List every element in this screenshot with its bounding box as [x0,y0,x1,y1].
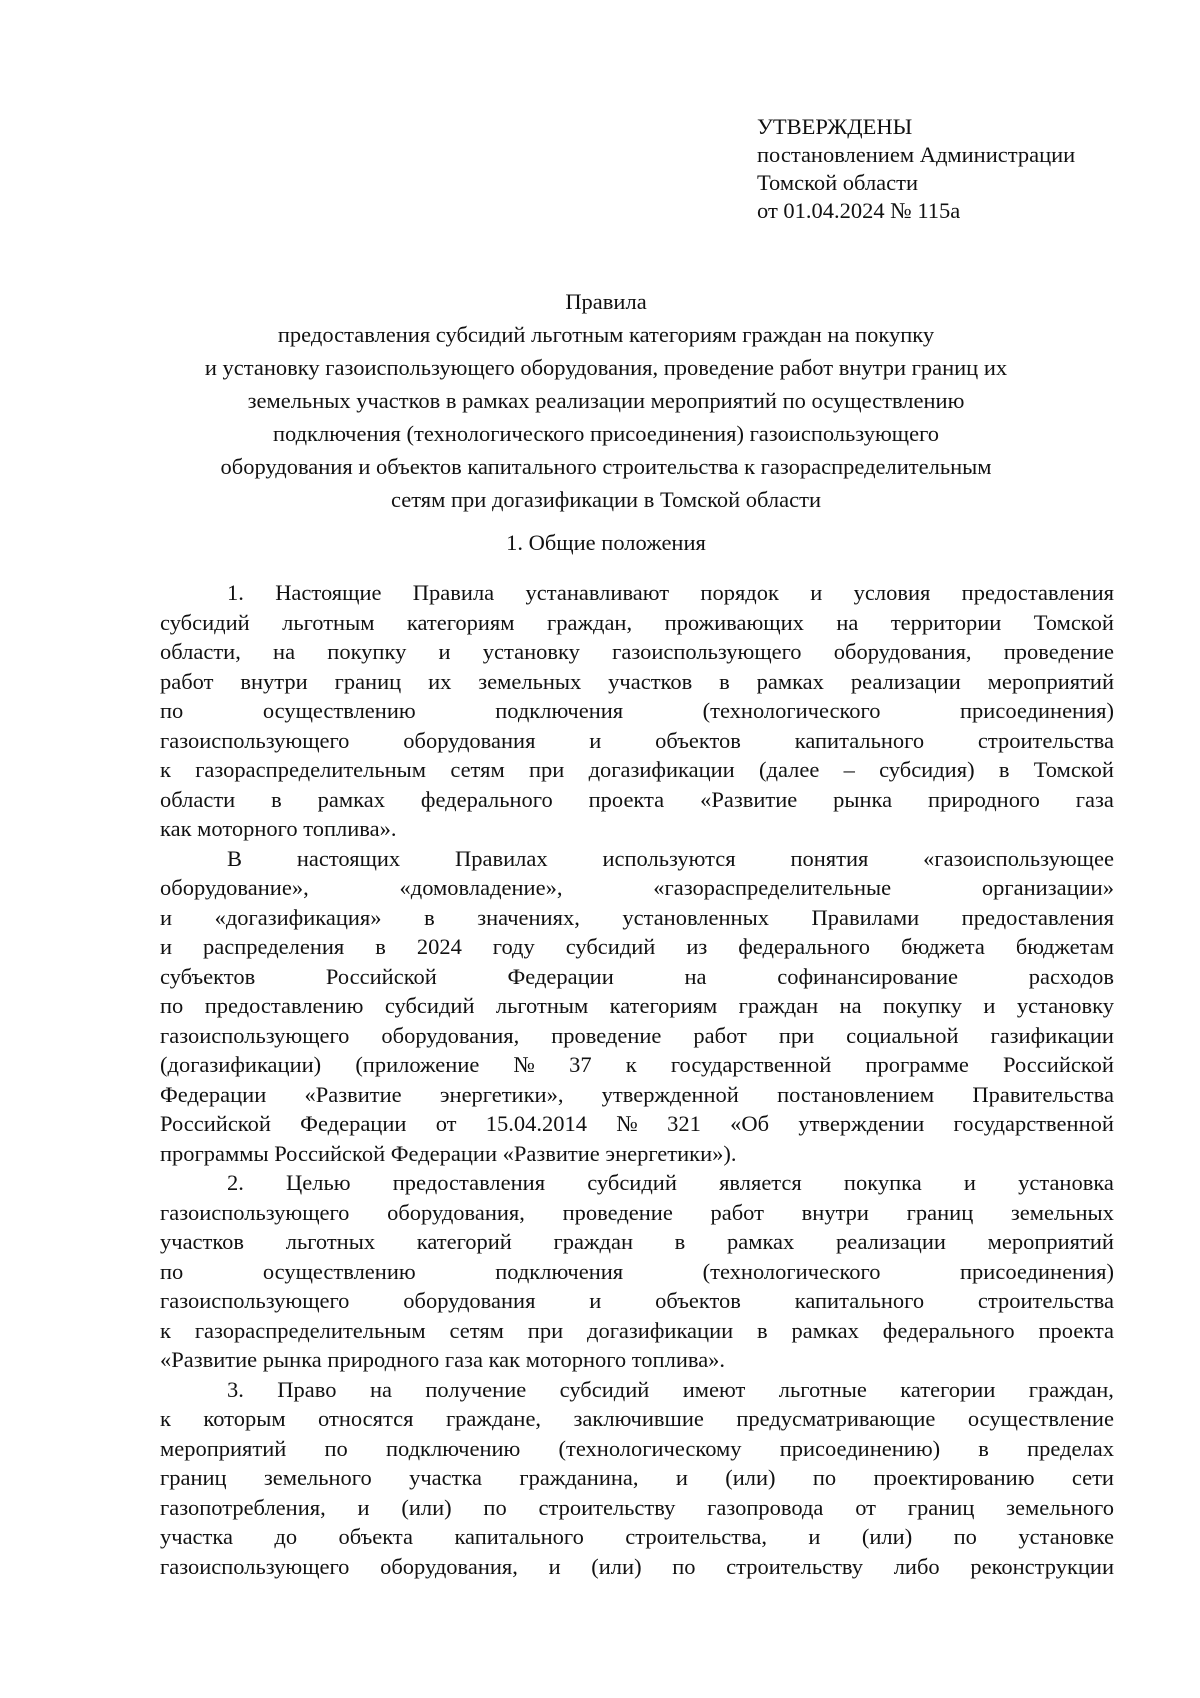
body-word: присоединения) [960,698,1114,723]
body-word: гражданина, [519,1465,639,1490]
body-word: Российской [160,1111,271,1136]
body-line [160,1316,1114,1346]
body-word: границ [906,1199,974,1225]
approval-stamp [757,113,1075,225]
title-line: и установку газоиспользующего оборудования, проведение работ внутри границ их [204,355,1008,380]
body-word: организации» [981,875,1114,900]
body-word: работ [710,1199,764,1225]
body-word: Федерации [300,1111,407,1136]
body-word: Российской [1003,1052,1114,1077]
body-word: бюджета [901,934,985,959]
body-word: установку [482,639,580,664]
body-word: проживающих [664,609,804,635]
body-word: сетям [449,1317,504,1343]
title-line: подключения (технологического присоединения) газоиспользующего [272,421,940,446]
body-word: мероприятий [987,1229,1114,1254]
body-word: в [424,904,435,930]
body-word: мероприятий [987,668,1114,694]
body-line [160,991,1114,1021]
body-line [160,1080,1114,1110]
body-word: граждан [553,1229,633,1254]
body-word: государственной [670,1052,832,1077]
body-word: на [839,993,862,1018]
body-word: энергетики», [439,1081,564,1107]
body-word: работ [693,1022,747,1048]
body-word: и [963,1170,976,1195]
body-word: № [616,1111,638,1136]
body-word: к [160,1406,171,1431]
approval-title: УТВЕРЖДЕНЫ [757,114,913,139]
body-line [160,1050,1114,1080]
body-line [160,667,1114,697]
body-word: Федерации [507,963,614,989]
body-word: государственной [953,1111,1114,1136]
body-word: В [227,845,243,871]
body-word: к [625,1052,637,1077]
body-word: покупку [882,993,963,1018]
body-word: газопровода [707,1494,824,1520]
body-word: осуществлению [262,698,416,723]
body-word: софинансирование [777,963,959,989]
body-word: до [274,1524,298,1549]
body-word: категорий [416,1229,512,1254]
body-word: порядок [700,580,779,605]
body-word: газоиспользующего [160,1022,350,1048]
body-word: строительству [538,1494,676,1520]
body-word: проведение [1003,639,1114,664]
body-word: утвержденной [601,1081,739,1107]
body-word: Правилами [811,904,920,930]
body-line [160,1139,1114,1169]
body-word: из [686,934,708,959]
body-word: в [757,1317,768,1343]
body-word: (или) [401,1494,452,1520]
body-word: при [778,1022,815,1048]
body-word: подключению [385,1435,521,1461]
body-word: покупку [327,639,407,664]
body-word: (догазификации) [160,1052,322,1077]
body-text [160,578,1114,1581]
body-word: области, [160,639,241,664]
body-word: рамках [756,668,824,694]
body-word: строительства, [625,1524,767,1549]
body-word: (или) [591,1553,642,1579]
body-word: расходов [1028,963,1114,989]
body-word: «Развитие [700,786,798,812]
body-line-text: программы Российской Федерации «Развитие энергетики»). [160,1140,737,1166]
body-line [160,1198,1114,1228]
body-word: которым [203,1406,286,1431]
body-word: оборудования, [380,1553,518,1579]
body-word: установленных [622,904,769,930]
body-word: осуществление [967,1406,1114,1431]
body-word: участка [160,1524,233,1549]
body-word: относятся [318,1406,414,1431]
body-word: подключения [495,698,624,723]
body-word: установке [1018,1524,1114,1549]
body-word: установка [1018,1170,1114,1195]
body-word: и [160,934,173,959]
body-word: земельных [478,668,582,694]
body-word: и [357,1494,370,1520]
body-word: 3. [227,1376,244,1402]
body-word: оборудования [403,727,536,753]
body-word: субсидий [160,609,250,635]
body-line [160,637,1114,667]
body-line-text: «Развитие рынка природного газа как моторного топлива». [160,1347,726,1372]
body-word: (или) [725,1465,776,1490]
title-line: предоставления субсидий льготным категориям граждан на покупку [277,322,935,347]
body-word: социальной [846,1022,959,1048]
title-heading: Правила [565,289,647,314]
title-line: земельных участков в рамках реализации мероприятий по осуществлению [247,388,965,413]
body-line [160,785,1114,815]
body-word: в [674,1229,686,1254]
body-word: и [438,639,451,664]
body-word: Право [277,1376,337,1402]
body-word: «домовладение», [399,875,563,900]
body-line [160,1345,1114,1375]
approval-date-number: от 01.04.2024 № 115а [757,198,961,223]
body-word: и [589,1288,602,1313]
body-word: и [983,993,996,1018]
body-word: при [527,1317,564,1343]
body-word: границ [160,1465,227,1490]
title-line: оборудования и объектов капитального строительства к газораспределительным [220,454,992,479]
body-word: используются [602,845,736,871]
body-line [160,1493,1114,1523]
title-line: сетям при догазификации в Томской области [390,487,821,512]
body-word: получение [425,1376,527,1402]
body-word: участков [160,1229,245,1254]
body-word: предоставления [961,580,1114,605]
body-word: проведение [562,1199,673,1225]
body-word: объектов [655,727,741,753]
body-word: Правила [412,580,495,605]
body-word: значениях, [477,904,580,930]
body-word: земельных [1010,1199,1114,1225]
body-word: субсидия) [879,757,975,782]
body-word: предоставления [961,904,1114,930]
body-line [160,1522,1114,1552]
document-title [150,285,1062,516]
body-word: настоящих [296,845,401,871]
approval-line: постановлением Администрации [757,142,1076,167]
body-word: внутри [801,1199,869,1225]
body-word: проектированию [873,1465,1035,1490]
body-word: «догазификация» [214,904,382,930]
body-word: капитального [794,727,925,753]
body-word: территории [890,609,1002,635]
body-line [160,1404,1114,1434]
body-word: является [719,1170,802,1195]
body-word: газоиспользующего [160,1288,350,1313]
body-line [160,932,1114,962]
body-word: пределах [1027,1435,1114,1461]
body-word: капитального [454,1524,584,1549]
body-word: Томской [1033,757,1114,782]
body-word: по [672,1553,696,1579]
body-word: на [273,639,296,664]
body-word: «газоиспользующее [923,845,1114,871]
body-word: субсидий [565,934,656,959]
body-word: Томской [1033,609,1114,635]
body-word: проекта [588,786,665,812]
body-word: реализации [850,668,961,694]
body-word: в [271,786,282,812]
body-word: и [160,904,173,930]
body-word: Федерации [160,1081,267,1107]
body-word: граждан, [546,609,633,635]
body-word: природного [928,786,1040,812]
body-word: (далее [759,757,820,782]
body-word: (технологического [702,1258,881,1284]
body-word: газификации [990,1022,1114,1048]
body-word: рамках [726,1229,795,1254]
body-word: газораспределительным [195,757,427,782]
body-line [160,608,1114,638]
body-line [160,578,1114,608]
body-word: присоединения) [960,1258,1114,1284]
body-word: по [160,698,184,723]
body-word: внутри [240,668,308,694]
body-word: программе [865,1052,969,1077]
body-line [160,696,1114,726]
body-word: и [589,727,602,753]
body-word: оборудование», [160,875,309,900]
body-word: 37 [569,1052,592,1077]
body-word: и [810,580,823,605]
body-word: оборудования, [833,639,972,664]
body-word: «Об [730,1111,770,1136]
body-word: строительства [977,1288,1114,1313]
body-word: «газораспределительные [653,875,892,900]
body-word: работ [160,668,214,694]
body-word: по [812,1465,837,1490]
body-line [160,755,1114,785]
body-word: и [808,1524,821,1549]
body-word: догазификации [588,757,735,782]
body-word: подключения [495,1258,624,1284]
body-word: участков [608,668,693,694]
body-word: льготным [282,609,375,635]
body-word: газоиспользующего [160,1553,350,1579]
body-word: и [675,1465,688,1490]
body-word: постановлением [777,1081,935,1107]
body-word: к [160,1317,171,1343]
body-word: на [369,1376,392,1402]
body-line [160,1109,1114,1139]
body-word: по [483,1494,507,1520]
body-word: утверждении [798,1111,925,1136]
approval-line: Томской области [757,170,919,195]
body-word: газопотребления, [160,1494,326,1520]
body-word: по [324,1435,348,1461]
body-word: заключившие [573,1406,704,1431]
body-word: федерального [882,1317,1015,1343]
body-word: категориям [609,993,718,1018]
body-word: предусматривающие [736,1406,936,1431]
body-line [160,1021,1114,1051]
body-word: граждан, [1028,1376,1114,1402]
body-word: предоставления [392,1170,546,1195]
body-line [160,1463,1114,1493]
body-word: году [492,934,535,959]
body-word: в [375,934,386,959]
body-word: при [528,757,565,782]
body-word: установку [1016,993,1114,1018]
body-word: рамках [317,786,385,812]
body-line [160,844,1114,874]
body-word: понятия [790,845,869,871]
body-word: на [836,609,859,635]
body-word: от [855,1494,876,1520]
body-word: от [435,1111,457,1136]
body-word: 321 [667,1111,701,1136]
body-word: Правилах [455,845,548,871]
body-word: строительству [726,1553,864,1579]
body-word: земельного [263,1465,372,1490]
body-line [160,726,1114,756]
body-word: Правительства [972,1081,1114,1107]
body-word: Российской [325,963,437,989]
body-word: предоставлению [204,993,364,1018]
body-word: субсидий [559,1376,650,1402]
body-word: к [160,757,171,782]
body-word: (технологического [702,698,881,723]
body-word: 15.04.2014 [485,1111,588,1136]
body-word: 2024 [416,934,462,959]
body-word: строительства [977,727,1114,753]
body-line [160,1434,1114,1464]
body-word: земельного [1006,1494,1114,1520]
body-word: присоединению) [779,1435,941,1461]
body-word: границ [334,668,402,694]
body-word: рынка [833,786,893,812]
body-word: проведение [551,1022,662,1048]
body-word: капитального [794,1288,925,1313]
body-word: либо [893,1553,940,1579]
body-word: проекта [1038,1317,1114,1343]
body-word: (или) [861,1524,913,1549]
body-word: газоиспользующего [160,727,350,753]
body-word: Настоящие [275,580,382,605]
body-word: и [548,1553,561,1579]
body-line [160,1375,1114,1405]
body-word: по [953,1524,977,1549]
body-line [160,873,1114,903]
body-word: реализации [835,1229,946,1254]
body-word: «Развитие [304,1081,402,1107]
body-word: мероприятий [160,1435,287,1461]
body-word: оборудования, [387,1199,525,1225]
body-word: их [428,668,452,694]
body-word: субсидий [587,1170,677,1195]
body-word: граждан [738,993,819,1018]
body-word: газоиспользующего [612,639,802,664]
body-word: на [684,963,707,989]
body-word: льготные [778,1376,867,1402]
body-word: субъектов [160,963,256,989]
body-word: реконструкции [970,1553,1114,1579]
body-word: газоиспользующего [160,1199,350,1225]
body-word: имеют [682,1376,746,1402]
body-line [160,962,1114,992]
body-word: федерального [738,934,871,959]
body-word: газа [1075,786,1114,812]
body-word: распределения [203,934,345,959]
body-word: объекта [338,1524,414,1549]
body-word: – [843,757,855,782]
body-line [160,1168,1114,1198]
body-line [160,1286,1114,1316]
body-word: устанавливают [525,580,670,605]
body-word: оборудования, [381,1022,520,1048]
body-word: льготным [495,993,589,1018]
body-word: участка [409,1465,483,1490]
body-word: оборудования [403,1288,536,1313]
body-word: 1. [227,580,244,605]
body-word: сетям [450,757,505,782]
body-word: покупка [843,1170,922,1195]
body-word: области [160,786,236,812]
body-line [160,814,1114,844]
body-word: догазификации [587,1317,734,1343]
body-word: границ [907,1494,975,1520]
body-word: № [513,1052,535,1077]
body-word: в [978,1435,989,1461]
body-line [160,1227,1114,1257]
body-word: бюджетам [1015,934,1114,959]
body-word: рамках [791,1317,859,1343]
body-line [160,1552,1114,1582]
body-word: 2. [227,1170,244,1195]
body-word: федерального [420,786,553,812]
body-word: льготных [285,1229,376,1254]
section-heading: 1. Общие положения [506,530,706,555]
body-word: категориям [406,609,515,635]
body-word: категории [900,1376,996,1402]
body-word: объектов [655,1288,741,1313]
body-line-text: как моторного топлива». [160,816,397,841]
body-word: (приложение [355,1052,480,1077]
body-word: (технологическому [558,1435,742,1461]
body-word: в [719,668,730,694]
body-line [160,1257,1114,1287]
body-word: граждане, [445,1406,542,1431]
body-word: условия [853,580,931,605]
body-word: Целью [286,1170,351,1195]
body-word: субсидий [384,993,475,1018]
body-word: в [998,757,1010,782]
body-word: осуществлению [262,1258,416,1284]
body-word: газораспределительным [194,1317,426,1343]
body-line [160,903,1114,933]
body-word: сети [1071,1465,1114,1490]
body-word: по [160,993,184,1018]
body-word: по [160,1258,184,1284]
